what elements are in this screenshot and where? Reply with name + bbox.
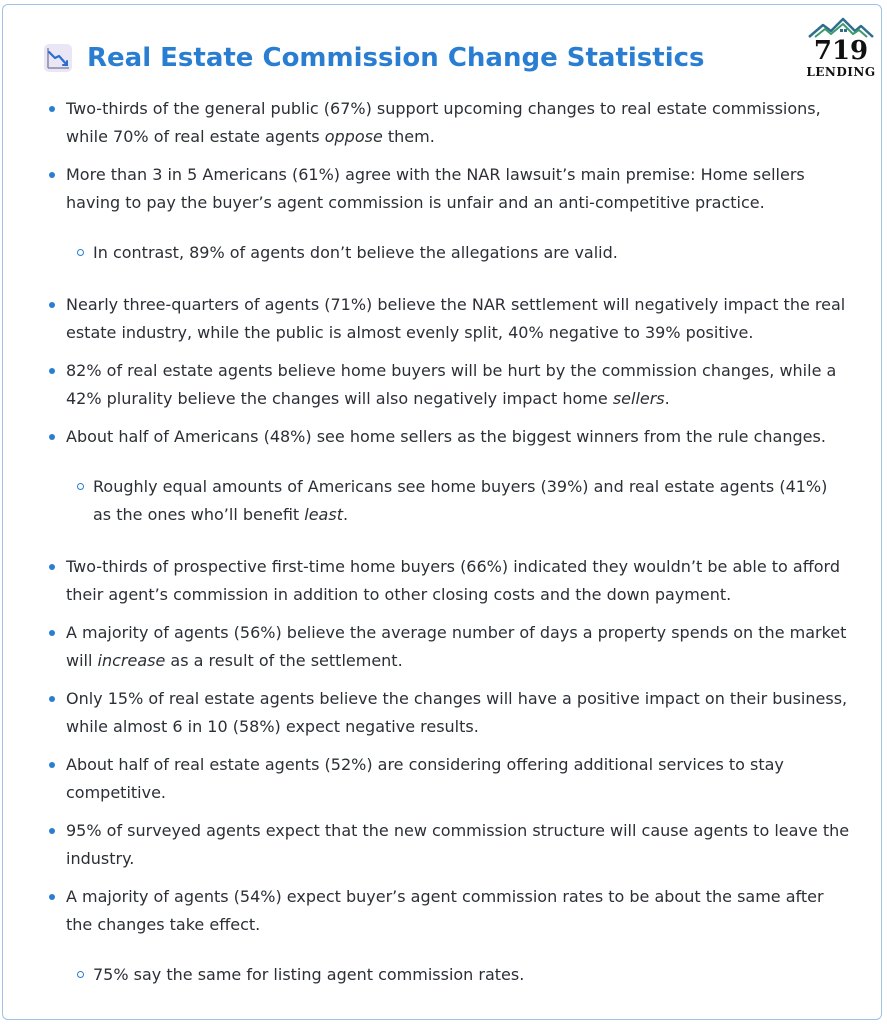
sub-list-item	[3, 961, 863, 989]
sub-list-item	[3, 239, 863, 267]
item-text: Only 15% of real estate agents believe the changes will have a positive impact on their business, while almost 6 in 10 (58%) expect negative results.	[66, 689, 848, 736]
bullet-icon	[49, 434, 55, 440]
sub-item-text-end: .	[342, 505, 349, 524]
bullet-icon	[49, 564, 55, 570]
bullet-icon	[49, 106, 55, 112]
bullet-icon	[49, 172, 55, 178]
list-item	[3, 751, 863, 807]
list-item	[3, 161, 863, 217]
list-item	[3, 619, 863, 675]
list-item	[3, 817, 863, 873]
chart-decreasing-icon	[43, 43, 73, 73]
item-text: About half of Americans (48%) see home sellers as the biggest winners from the rule changes.	[66, 427, 826, 446]
list-item	[3, 95, 863, 151]
circle-bullet-icon	[77, 483, 84, 490]
sub-item-text: In contrast, 89% of agents don’t believe the allegations are valid.	[93, 243, 618, 262]
item-text: 82% of real estate agents believe home buyers will be hurt by the commission changes, while a 42% plurality believe the changes will also negatively impact home	[66, 361, 837, 408]
logo-number: 719	[813, 36, 869, 66]
logo-word: LENDING	[806, 65, 876, 79]
bullet-icon	[49, 630, 55, 636]
list-item	[3, 357, 863, 413]
stats-card	[2, 4, 882, 1020]
sublist	[3, 473, 863, 529]
bullet-icon	[49, 302, 55, 308]
bullet-icon	[49, 894, 55, 900]
item-text: Two-thirds of prospective first-time home buyers (66%) indicated they wouldn’t be able to afford their agent’s commission in addition to other closing costs and the down payment.	[66, 557, 840, 604]
item-text-end: .	[664, 389, 670, 408]
list-item	[3, 423, 863, 451]
sub-item-text: Roughly equal amounts of Americans see home buyers (39%) and real estate agents (41%) as the ones who’ll benefit	[93, 477, 828, 524]
item-emphasis: sellers	[612, 389, 665, 408]
item-text: More than 3 in 5 Americans (61%) agree with the NAR lawsuit’s main premise: Home sellers having to pay the buyer’s agent commission is unfair and an anti-competitive practice.	[66, 165, 805, 212]
page-title: Real Estate Commission Change Statistics	[87, 43, 705, 73]
item-text: A majority of agents (56%) believe the average number of days a property spends on the market will	[66, 623, 847, 670]
sub-list-item	[3, 473, 863, 529]
bullet-icon	[49, 368, 55, 374]
bullet-icon	[49, 762, 55, 768]
circle-bullet-icon	[77, 971, 84, 978]
item-text: Two-thirds of the general public (67%) support upcoming changes to real estate commissions, while 70% of real estate agents	[66, 99, 821, 146]
stats-list	[3, 95, 863, 989]
circle-bullet-icon	[77, 249, 84, 256]
item-text: About half of real estate agents (52%) are considering offering additional services to stay competitive.	[66, 755, 784, 802]
sub-item-emphasis: least	[304, 505, 343, 524]
item-text: A majority of agents (54%) expect buyer’s agent commission rates to be about the same after the changes take effect.	[66, 887, 824, 934]
item-text: Nearly three-quarters of agents (71%) believe the NAR settlement will negatively impact the real estate industry, while the public is almost evenly split, 40% negative to 39% positive.	[66, 295, 846, 342]
bullet-icon	[49, 696, 55, 702]
item-text: 95% of surveyed agents expect that the new commission structure will cause agents to leave the industry.	[66, 821, 850, 868]
company-logo	[801, 17, 881, 83]
item-emphasis: oppose	[324, 127, 383, 146]
list-item	[3, 553, 863, 609]
list-item	[3, 291, 863, 347]
list-item	[3, 685, 863, 741]
item-emphasis: increase	[97, 651, 166, 670]
sublist	[3, 961, 863, 989]
sub-item-text: 75% say the same for listing agent commission rates.	[93, 965, 525, 984]
sublist	[3, 239, 863, 267]
header	[43, 35, 705, 81]
item-text-end: as a result of the settlement.	[165, 651, 403, 670]
item-text-end: them.	[382, 127, 435, 146]
list-item	[3, 883, 863, 939]
bullet-icon	[49, 828, 55, 834]
